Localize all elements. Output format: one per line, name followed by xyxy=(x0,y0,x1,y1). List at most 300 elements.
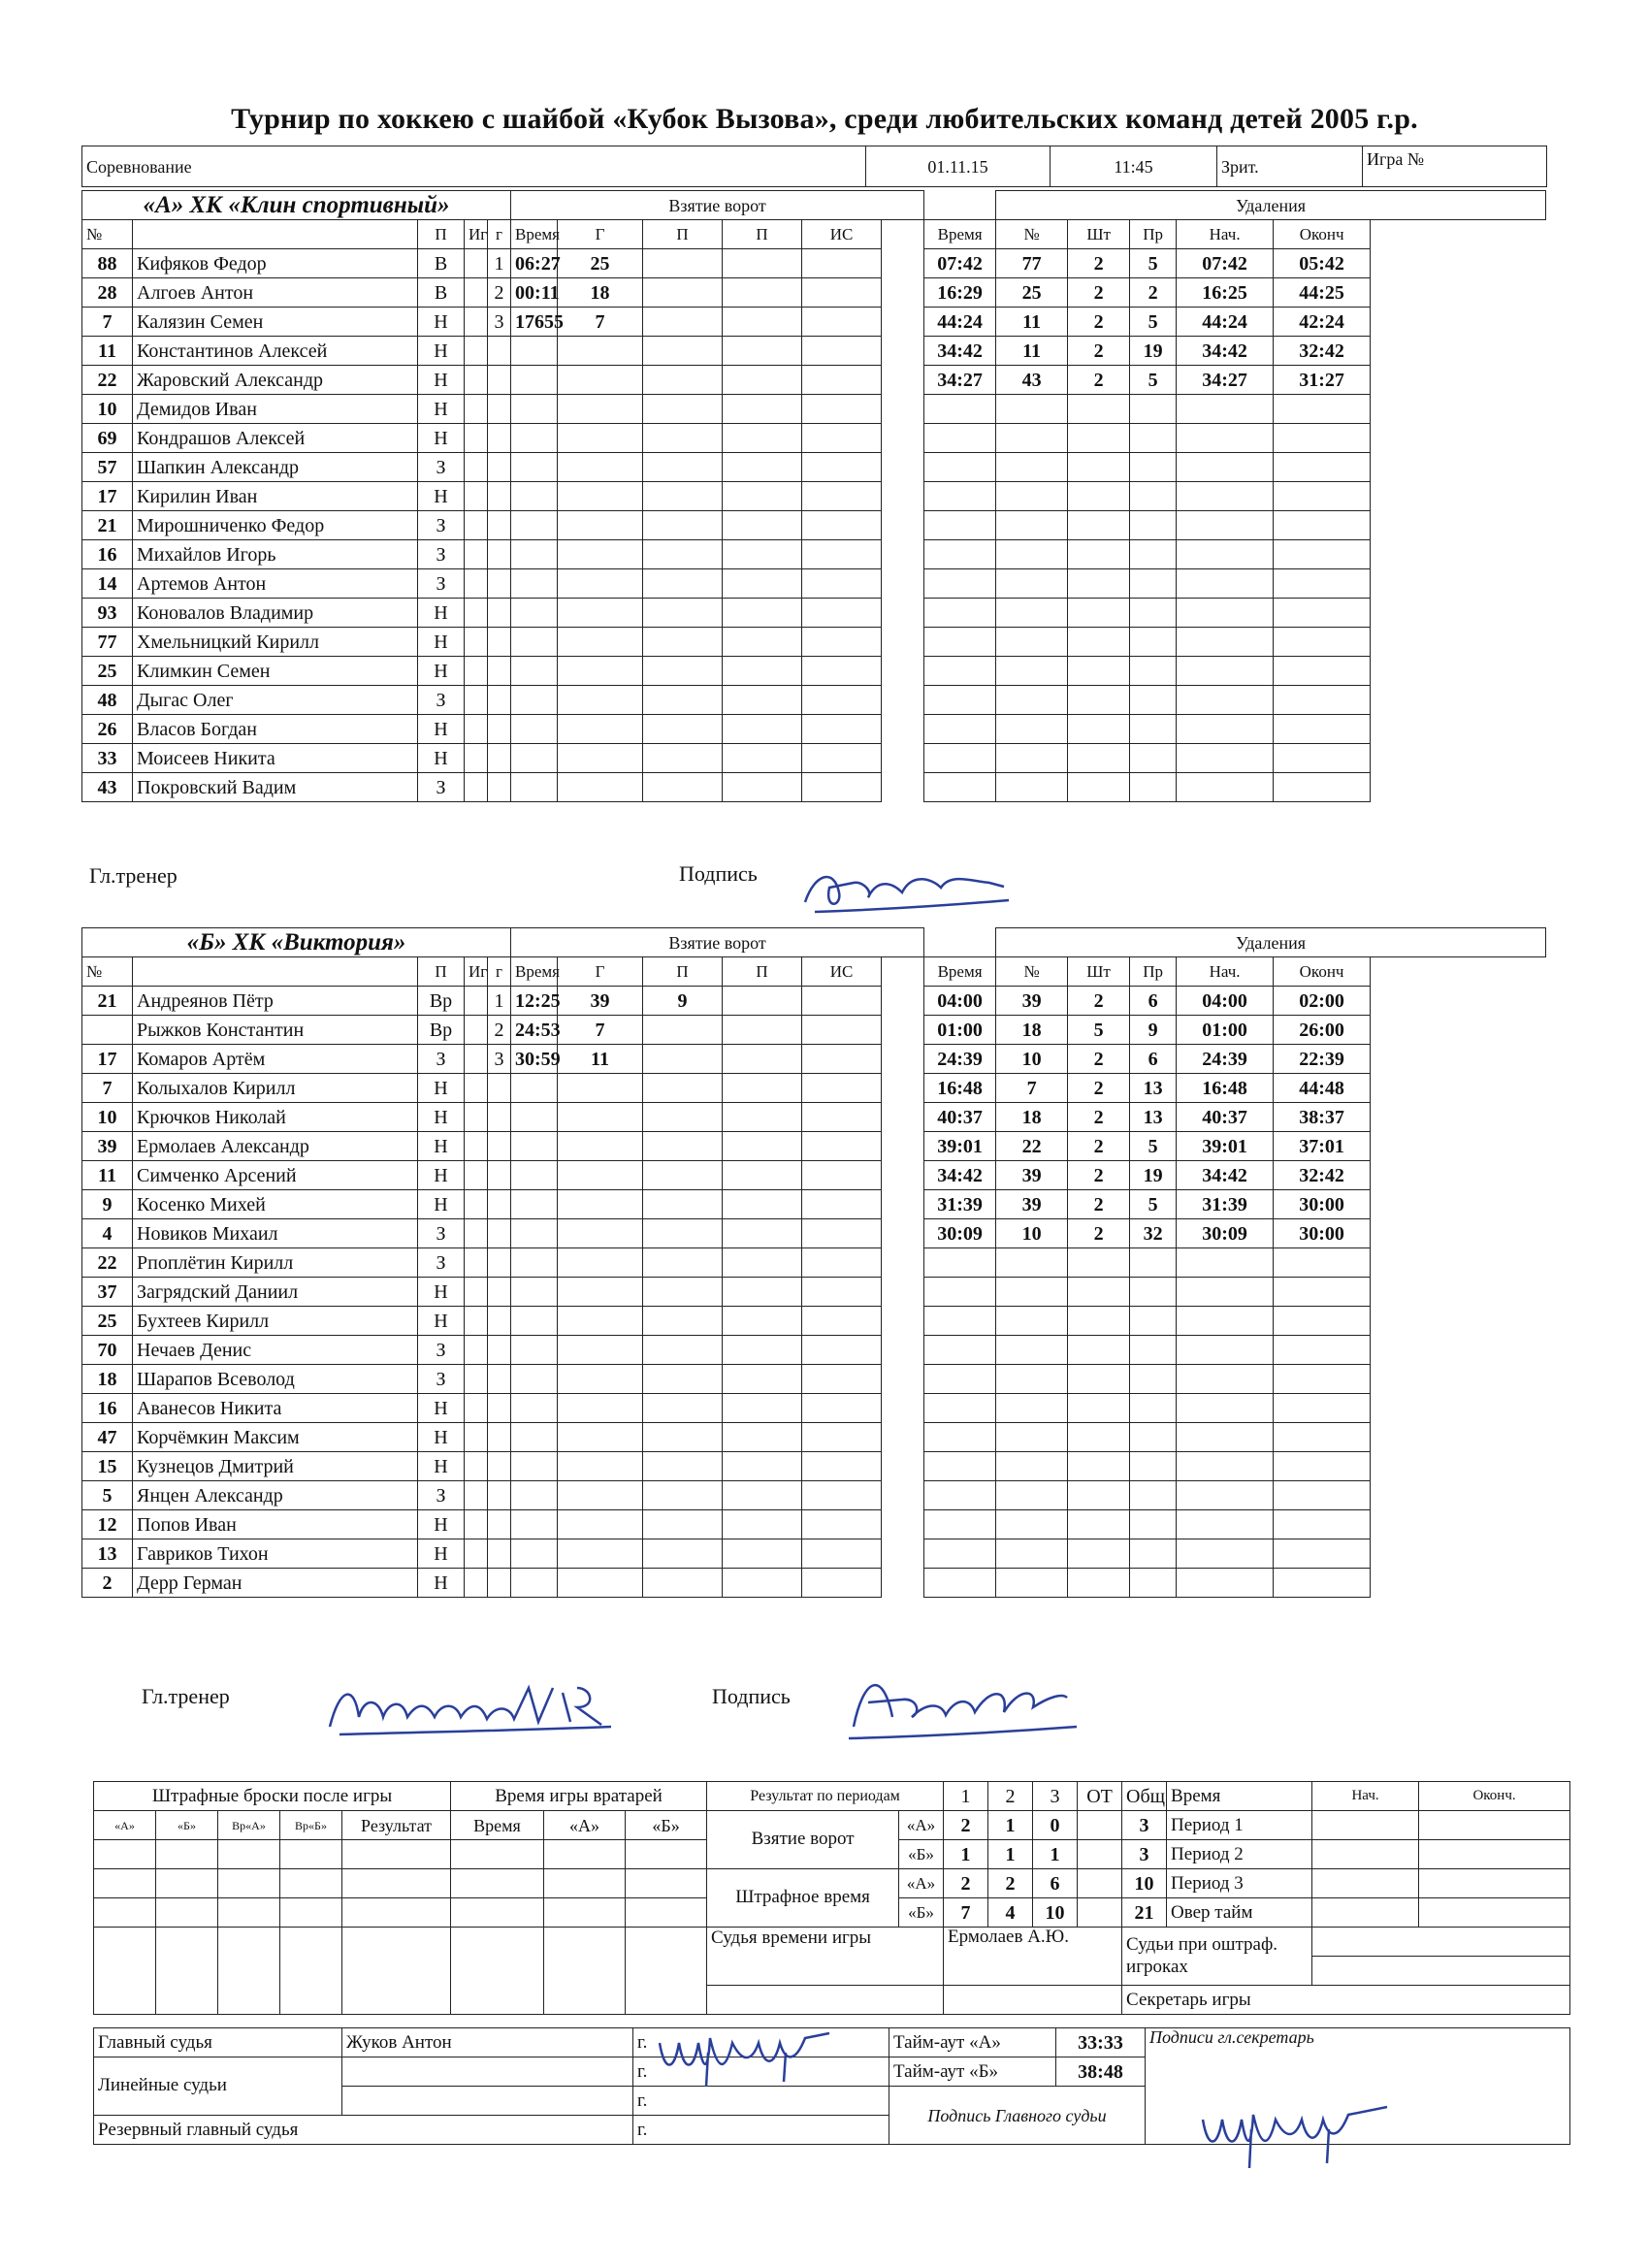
goal-time xyxy=(511,1365,558,1394)
line-judge-1 xyxy=(342,2057,633,2087)
goal-assist-1 xyxy=(643,278,723,308)
penalty-player xyxy=(996,482,1068,511)
player-games xyxy=(465,1336,488,1365)
penalty-start: 24:39 xyxy=(1177,1045,1274,1074)
goal-assist-2 xyxy=(723,715,802,744)
penalty-end: 32:42 xyxy=(1274,337,1371,366)
gap-cell xyxy=(924,191,996,220)
player-row xyxy=(82,511,1546,540)
period-name: Период 1 xyxy=(1167,1811,1312,1840)
player-name: Моисеев Никита xyxy=(133,744,418,773)
period-value: 1 xyxy=(1033,1840,1078,1869)
gap-cell xyxy=(882,1190,924,1219)
empty-cell xyxy=(156,1840,218,1869)
player-position: Н xyxy=(418,657,465,686)
penalty-reason xyxy=(1130,569,1177,599)
player-row xyxy=(82,395,1546,424)
col-ig-header: Иг xyxy=(465,957,488,987)
goal-assist-2 xyxy=(723,1190,802,1219)
penalty-start: 31:39 xyxy=(1177,1190,1274,1219)
penalty-minutes xyxy=(1068,1278,1130,1307)
col-goal-header: Г xyxy=(558,957,643,987)
penalty-time xyxy=(924,686,996,715)
penalty-end xyxy=(1274,1336,1371,1365)
player-position: З xyxy=(418,1365,465,1394)
gap-cell xyxy=(882,1569,924,1598)
player-number: 22 xyxy=(82,366,133,395)
gap-cell xyxy=(882,453,924,482)
time-header: Время xyxy=(1167,1782,1312,1811)
period-name: Период 2 xyxy=(1167,1840,1312,1869)
goal-index: 1 xyxy=(488,249,511,278)
player-number: 17 xyxy=(82,1045,133,1074)
goal-assist-1 xyxy=(643,599,723,628)
goal-assist-1 xyxy=(643,744,723,773)
penalty-end: 37:01 xyxy=(1274,1132,1371,1161)
empty-cell xyxy=(1312,1811,1419,1840)
player-position: Н xyxy=(418,1103,465,1132)
player-games xyxy=(465,773,488,802)
gap-cell xyxy=(882,657,924,686)
penalty-time xyxy=(924,744,996,773)
goal-time xyxy=(511,657,558,686)
player-position: В xyxy=(418,278,465,308)
penalty-start: 01:00 xyxy=(1177,1016,1274,1045)
penalty-minutes xyxy=(1068,1307,1130,1336)
player-number: 69 xyxy=(82,424,133,453)
penalty-reason xyxy=(1130,1481,1177,1510)
player-games xyxy=(465,1423,488,1452)
goal-time xyxy=(511,1452,558,1481)
goal-scorer xyxy=(558,1103,643,1132)
game-date: 01.11.15 xyxy=(866,146,1051,187)
player-number: 18 xyxy=(82,1365,133,1394)
timeout-a-value: 33:33 xyxy=(1056,2028,1146,2057)
goal-time xyxy=(511,1248,558,1278)
goal-assist-1 xyxy=(643,1394,723,1423)
goal-time: 24:53 xyxy=(511,1016,558,1045)
player-row xyxy=(82,1161,1546,1190)
empty-cell xyxy=(451,1840,544,1869)
goal-assist-2 xyxy=(723,686,802,715)
empty-cell xyxy=(156,1869,218,1898)
secretary-label: Секретарь игры xyxy=(1122,1986,1570,2015)
penalty-start xyxy=(1177,1307,1274,1336)
penalty-player xyxy=(996,628,1068,657)
goal-scorer: 18 xyxy=(558,278,643,308)
gap-cell xyxy=(882,1481,924,1510)
goal-time xyxy=(511,1423,558,1452)
game-time: 11:45 xyxy=(1051,146,1217,187)
goal-scorer xyxy=(558,1365,643,1394)
player-name: Ермолаев Александр xyxy=(133,1132,418,1161)
col-ig-header: Иг xyxy=(465,220,488,249)
player-row xyxy=(82,1569,1546,1598)
player-position: Н xyxy=(418,628,465,657)
penalties-title: Удаления xyxy=(996,191,1546,220)
goal-assist-2 xyxy=(723,657,802,686)
player-name: Кирилин Иван xyxy=(133,482,418,511)
penalty-minutes: 2 xyxy=(1068,278,1130,308)
penalty-reason: 9 xyxy=(1130,1016,1177,1045)
penalty-start: 39:01 xyxy=(1177,1132,1274,1161)
player-number: 88 xyxy=(82,249,133,278)
penalty-minutes: 2 xyxy=(1068,1219,1130,1248)
penalty-reason xyxy=(1130,424,1177,453)
competition-label: Соревнование xyxy=(82,146,866,187)
goal-is xyxy=(802,657,882,686)
penalty-end: 05:42 xyxy=(1274,249,1371,278)
player-row xyxy=(82,628,1546,657)
penalty-reason xyxy=(1130,686,1177,715)
goal-assist-1 xyxy=(643,1103,723,1132)
player-games xyxy=(465,599,488,628)
goal-scorer: 39 xyxy=(558,987,643,1016)
player-row xyxy=(82,249,1546,278)
penalty-time xyxy=(924,1423,996,1452)
player-number: 21 xyxy=(82,511,133,540)
penalty-judges-label: Судьи при оштраф. игроках xyxy=(1122,1928,1312,1986)
goal-is xyxy=(802,1569,882,1598)
goal-assist-2 xyxy=(723,540,802,569)
goal-assist-1 xyxy=(643,366,723,395)
penalty-player: 77 xyxy=(996,249,1068,278)
time-judge-label: Судья времени игры xyxy=(707,1928,944,1986)
col-num-header: № xyxy=(82,957,133,987)
player-row xyxy=(82,773,1546,802)
player-games xyxy=(465,1278,488,1307)
period-value xyxy=(1078,1840,1122,1869)
period-value xyxy=(1078,1811,1122,1840)
player-row xyxy=(82,1132,1546,1161)
col-assist2-header: П xyxy=(723,220,802,249)
goal-assist-1 xyxy=(643,1132,723,1161)
goal-assist-1 xyxy=(643,1423,723,1452)
empty-cell xyxy=(280,1840,342,1869)
penalty-reason: 5 xyxy=(1130,366,1177,395)
player-games xyxy=(465,1016,488,1045)
penalty-player: 39 xyxy=(996,1161,1068,1190)
summary-row-label: Штрафное время xyxy=(707,1869,899,1928)
player-name: Бухтеев Кирилл xyxy=(133,1307,418,1336)
player-name: Михайлов Игорь xyxy=(133,540,418,569)
team-b-signature xyxy=(834,1659,1086,1746)
player-games xyxy=(465,1045,488,1074)
col-goal-header: Г xyxy=(558,220,643,249)
gap-cell xyxy=(882,1045,924,1074)
timeout-a-label: Тайм-аут «А» xyxy=(889,2028,1056,2057)
penalty-start xyxy=(1177,686,1274,715)
penalties-title: Удаления xyxy=(996,928,1546,957)
goal-scorer xyxy=(558,337,643,366)
player-row xyxy=(82,540,1546,569)
player-position: Н xyxy=(418,1423,465,1452)
gap-cell xyxy=(882,1103,924,1132)
penalty-time xyxy=(924,482,996,511)
goal-index xyxy=(488,628,511,657)
player-number: 47 xyxy=(82,1423,133,1452)
goal-scorer xyxy=(558,715,643,744)
goal-index xyxy=(488,1219,511,1248)
goal-assist-1 xyxy=(643,1190,723,1219)
team-a-table xyxy=(81,190,1546,802)
goal-index xyxy=(488,599,511,628)
player-number: 12 xyxy=(82,1510,133,1539)
penalty-end xyxy=(1274,1365,1371,1394)
penalty-time: 04:00 xyxy=(924,987,996,1016)
goal-scorer xyxy=(558,511,643,540)
player-games xyxy=(465,1481,488,1510)
penalty-start: 40:37 xyxy=(1177,1103,1274,1132)
goalie-b-header: «Б» xyxy=(626,1811,707,1840)
goal-scorer xyxy=(558,773,643,802)
goal-time xyxy=(511,1569,558,1598)
penalty-start xyxy=(1177,1569,1274,1598)
player-position: Н xyxy=(418,599,465,628)
goal-index xyxy=(488,569,511,599)
player-row xyxy=(82,1045,1546,1074)
penalty-end xyxy=(1274,453,1371,482)
penalty-player xyxy=(996,1394,1068,1423)
pen-time-header: Время xyxy=(924,957,996,987)
goal-index xyxy=(488,1307,511,1336)
goal-time xyxy=(511,366,558,395)
goal-assist-1 xyxy=(643,453,723,482)
penalty-reason: 32 xyxy=(1130,1219,1177,1248)
penalty-reason xyxy=(1130,1394,1177,1423)
penalty-minutes: 2 xyxy=(1068,308,1130,337)
empty-cell xyxy=(544,1928,626,2015)
goal-index xyxy=(488,1248,511,1278)
penalty-time: 34:27 xyxy=(924,366,996,395)
goal-is xyxy=(802,1016,882,1045)
goal-assist-2 xyxy=(723,1336,802,1365)
player-games xyxy=(465,686,488,715)
period-2-header: 2 xyxy=(988,1782,1033,1811)
penalty-start xyxy=(1177,657,1274,686)
penalty-reason: 19 xyxy=(1130,337,1177,366)
player-games xyxy=(465,1103,488,1132)
player-position: Н xyxy=(418,1074,465,1103)
penalty-end: 44:25 xyxy=(1274,278,1371,308)
goal-scorer xyxy=(558,540,643,569)
gap-cell xyxy=(882,1161,924,1190)
goal-time xyxy=(511,1219,558,1248)
pen-start-header: Нач. xyxy=(1177,220,1274,249)
player-games xyxy=(465,1510,488,1539)
period-value: 3 xyxy=(1122,1840,1167,1869)
goal-assist-1 xyxy=(643,1569,723,1598)
gap-cell xyxy=(882,366,924,395)
gap-cell xyxy=(882,278,924,308)
penalty-end xyxy=(1274,569,1371,599)
penalty-reason xyxy=(1130,1248,1177,1278)
goal-scorer: 11 xyxy=(558,1045,643,1074)
empty-cell xyxy=(1312,1840,1419,1869)
penalty-reason xyxy=(1130,1539,1177,1569)
goal-is xyxy=(802,1539,882,1569)
penalty-reason: 19 xyxy=(1130,1161,1177,1190)
gap-cell xyxy=(882,424,924,453)
goal-scorer xyxy=(558,1219,643,1248)
goal-is xyxy=(802,599,882,628)
penalty-time xyxy=(924,1307,996,1336)
goal-assist-2 xyxy=(723,424,802,453)
goal-time: 06:27 xyxy=(511,249,558,278)
player-name: Косенко Михей xyxy=(133,1190,418,1219)
player-name: Демидов Иван xyxy=(133,395,418,424)
player-row xyxy=(82,569,1546,599)
goal-assist-1 xyxy=(643,1074,723,1103)
penalty-start xyxy=(1177,1365,1274,1394)
penalty-player xyxy=(996,1278,1068,1307)
shootout-result-header: Результат xyxy=(342,1811,451,1840)
player-games xyxy=(465,482,488,511)
player-name: Кузнецов Дмитрий xyxy=(133,1452,418,1481)
penalty-start xyxy=(1177,773,1274,802)
player-position: Н xyxy=(418,1394,465,1423)
goal-scorer xyxy=(558,424,643,453)
penalty-end xyxy=(1274,628,1371,657)
goal-is xyxy=(802,1132,882,1161)
player-number: 11 xyxy=(82,337,133,366)
player-position: Н xyxy=(418,1452,465,1481)
penalty-end xyxy=(1274,1481,1371,1510)
goal-assist-1 xyxy=(643,1510,723,1539)
goal-index xyxy=(488,1539,511,1569)
player-games xyxy=(465,278,488,308)
goal-scorer xyxy=(558,1452,643,1481)
penalty-minutes xyxy=(1068,1569,1130,1598)
goal-index xyxy=(488,1510,511,1539)
penalty-reason xyxy=(1130,395,1177,424)
player-number: 10 xyxy=(82,395,133,424)
goal-index xyxy=(488,773,511,802)
player-number: 93 xyxy=(82,599,133,628)
col-is-header: ИС xyxy=(802,220,882,249)
period-value: 10 xyxy=(1122,1869,1167,1898)
col-assist2-header: П xyxy=(723,957,802,987)
penalty-player: 11 xyxy=(996,308,1068,337)
penalty-player: 7 xyxy=(996,1074,1068,1103)
goal-assist-2 xyxy=(723,1074,802,1103)
col-is-header: ИС xyxy=(802,957,882,987)
goal-is xyxy=(802,366,882,395)
player-row xyxy=(82,482,1546,511)
player-name: Коновалов Владимир xyxy=(133,599,418,628)
penalty-reason xyxy=(1130,599,1177,628)
empty-cell xyxy=(218,1898,280,1928)
player-position: З xyxy=(418,1481,465,1510)
player-position: Н xyxy=(418,744,465,773)
period-name: Овер тайм xyxy=(1167,1898,1312,1928)
goal-assist-2 xyxy=(723,1045,802,1074)
player-name: Калязин Семен xyxy=(133,308,418,337)
gap-cell xyxy=(882,337,924,366)
goal-time xyxy=(511,744,558,773)
goal-is xyxy=(802,1365,882,1394)
player-position: З xyxy=(418,686,465,715)
period-value: 1 xyxy=(988,1840,1033,1869)
penalty-player xyxy=(996,773,1068,802)
penalty-start xyxy=(1177,1481,1274,1510)
period-value: 10 xyxy=(1033,1898,1078,1928)
player-games xyxy=(465,1132,488,1161)
player-games xyxy=(465,569,488,599)
spectators-label: Зрит. xyxy=(1217,146,1363,187)
penalty-minutes xyxy=(1068,1365,1130,1394)
penalty-time xyxy=(924,1278,996,1307)
goal-scorer xyxy=(558,1278,643,1307)
goal-assist-2 xyxy=(723,511,802,540)
team-tag: «А» xyxy=(899,1811,944,1840)
penalty-start: 30:09 xyxy=(1177,1219,1274,1248)
player-row xyxy=(82,1423,1546,1452)
goal-index xyxy=(488,657,511,686)
goal-time xyxy=(511,1074,558,1103)
goal-assist-2 xyxy=(723,1569,802,1598)
empty-cell xyxy=(451,1928,544,2015)
goal-time xyxy=(511,453,558,482)
goal-assist-1 xyxy=(643,249,723,278)
player-games xyxy=(465,308,488,337)
penalty-minutes xyxy=(1068,1510,1130,1539)
player-position: В xyxy=(418,249,465,278)
pen-sht-header: Шт xyxy=(1068,220,1130,249)
period-value xyxy=(1078,1869,1122,1898)
gap-cell xyxy=(882,308,924,337)
penalty-start xyxy=(1177,540,1274,569)
gap-cell xyxy=(882,599,924,628)
penalty-player xyxy=(996,1423,1068,1452)
end-header: Оконч. xyxy=(1419,1782,1570,1811)
player-games xyxy=(465,1190,488,1219)
goal-assist-2 xyxy=(723,366,802,395)
penalty-minutes xyxy=(1068,1336,1130,1365)
penalty-end: 42:24 xyxy=(1274,308,1371,337)
goal-scorer xyxy=(558,453,643,482)
penalty-reason xyxy=(1130,1510,1177,1539)
penalty-start xyxy=(1177,1248,1274,1278)
player-number: 4 xyxy=(82,1219,133,1248)
player-name: Шапкин Александр xyxy=(133,453,418,482)
penalty-player xyxy=(996,1510,1068,1539)
penalty-start xyxy=(1177,744,1274,773)
goal-assist-2 xyxy=(723,1481,802,1510)
penalty-end: 31:27 xyxy=(1274,366,1371,395)
timeout-b-value: 38:48 xyxy=(1056,2057,1146,2087)
timeout-b-label: Тайм-аут «Б» xyxy=(889,2057,1056,2087)
goal-assist-2 xyxy=(723,337,802,366)
player-number: 10 xyxy=(82,1103,133,1132)
goal-time xyxy=(511,337,558,366)
player-name: Загрядский Даниил xyxy=(133,1278,418,1307)
goal-scorer xyxy=(558,1132,643,1161)
team-tag: «Б» xyxy=(899,1840,944,1869)
player-row xyxy=(82,686,1546,715)
goal-is xyxy=(802,1481,882,1510)
penalty-time xyxy=(924,773,996,802)
pen-num-header: № xyxy=(996,957,1068,987)
penalty-minutes: 2 xyxy=(1068,987,1130,1016)
empty-cell xyxy=(1312,1957,1570,1986)
player-position: Н xyxy=(418,1569,465,1598)
player-name: Мирошниченко Федор xyxy=(133,511,418,540)
goal-assist-2 xyxy=(723,1248,802,1278)
penalty-end: 44:48 xyxy=(1274,1074,1371,1103)
goalie-time-header: Время xyxy=(451,1811,544,1840)
penalty-time: 24:39 xyxy=(924,1045,996,1074)
